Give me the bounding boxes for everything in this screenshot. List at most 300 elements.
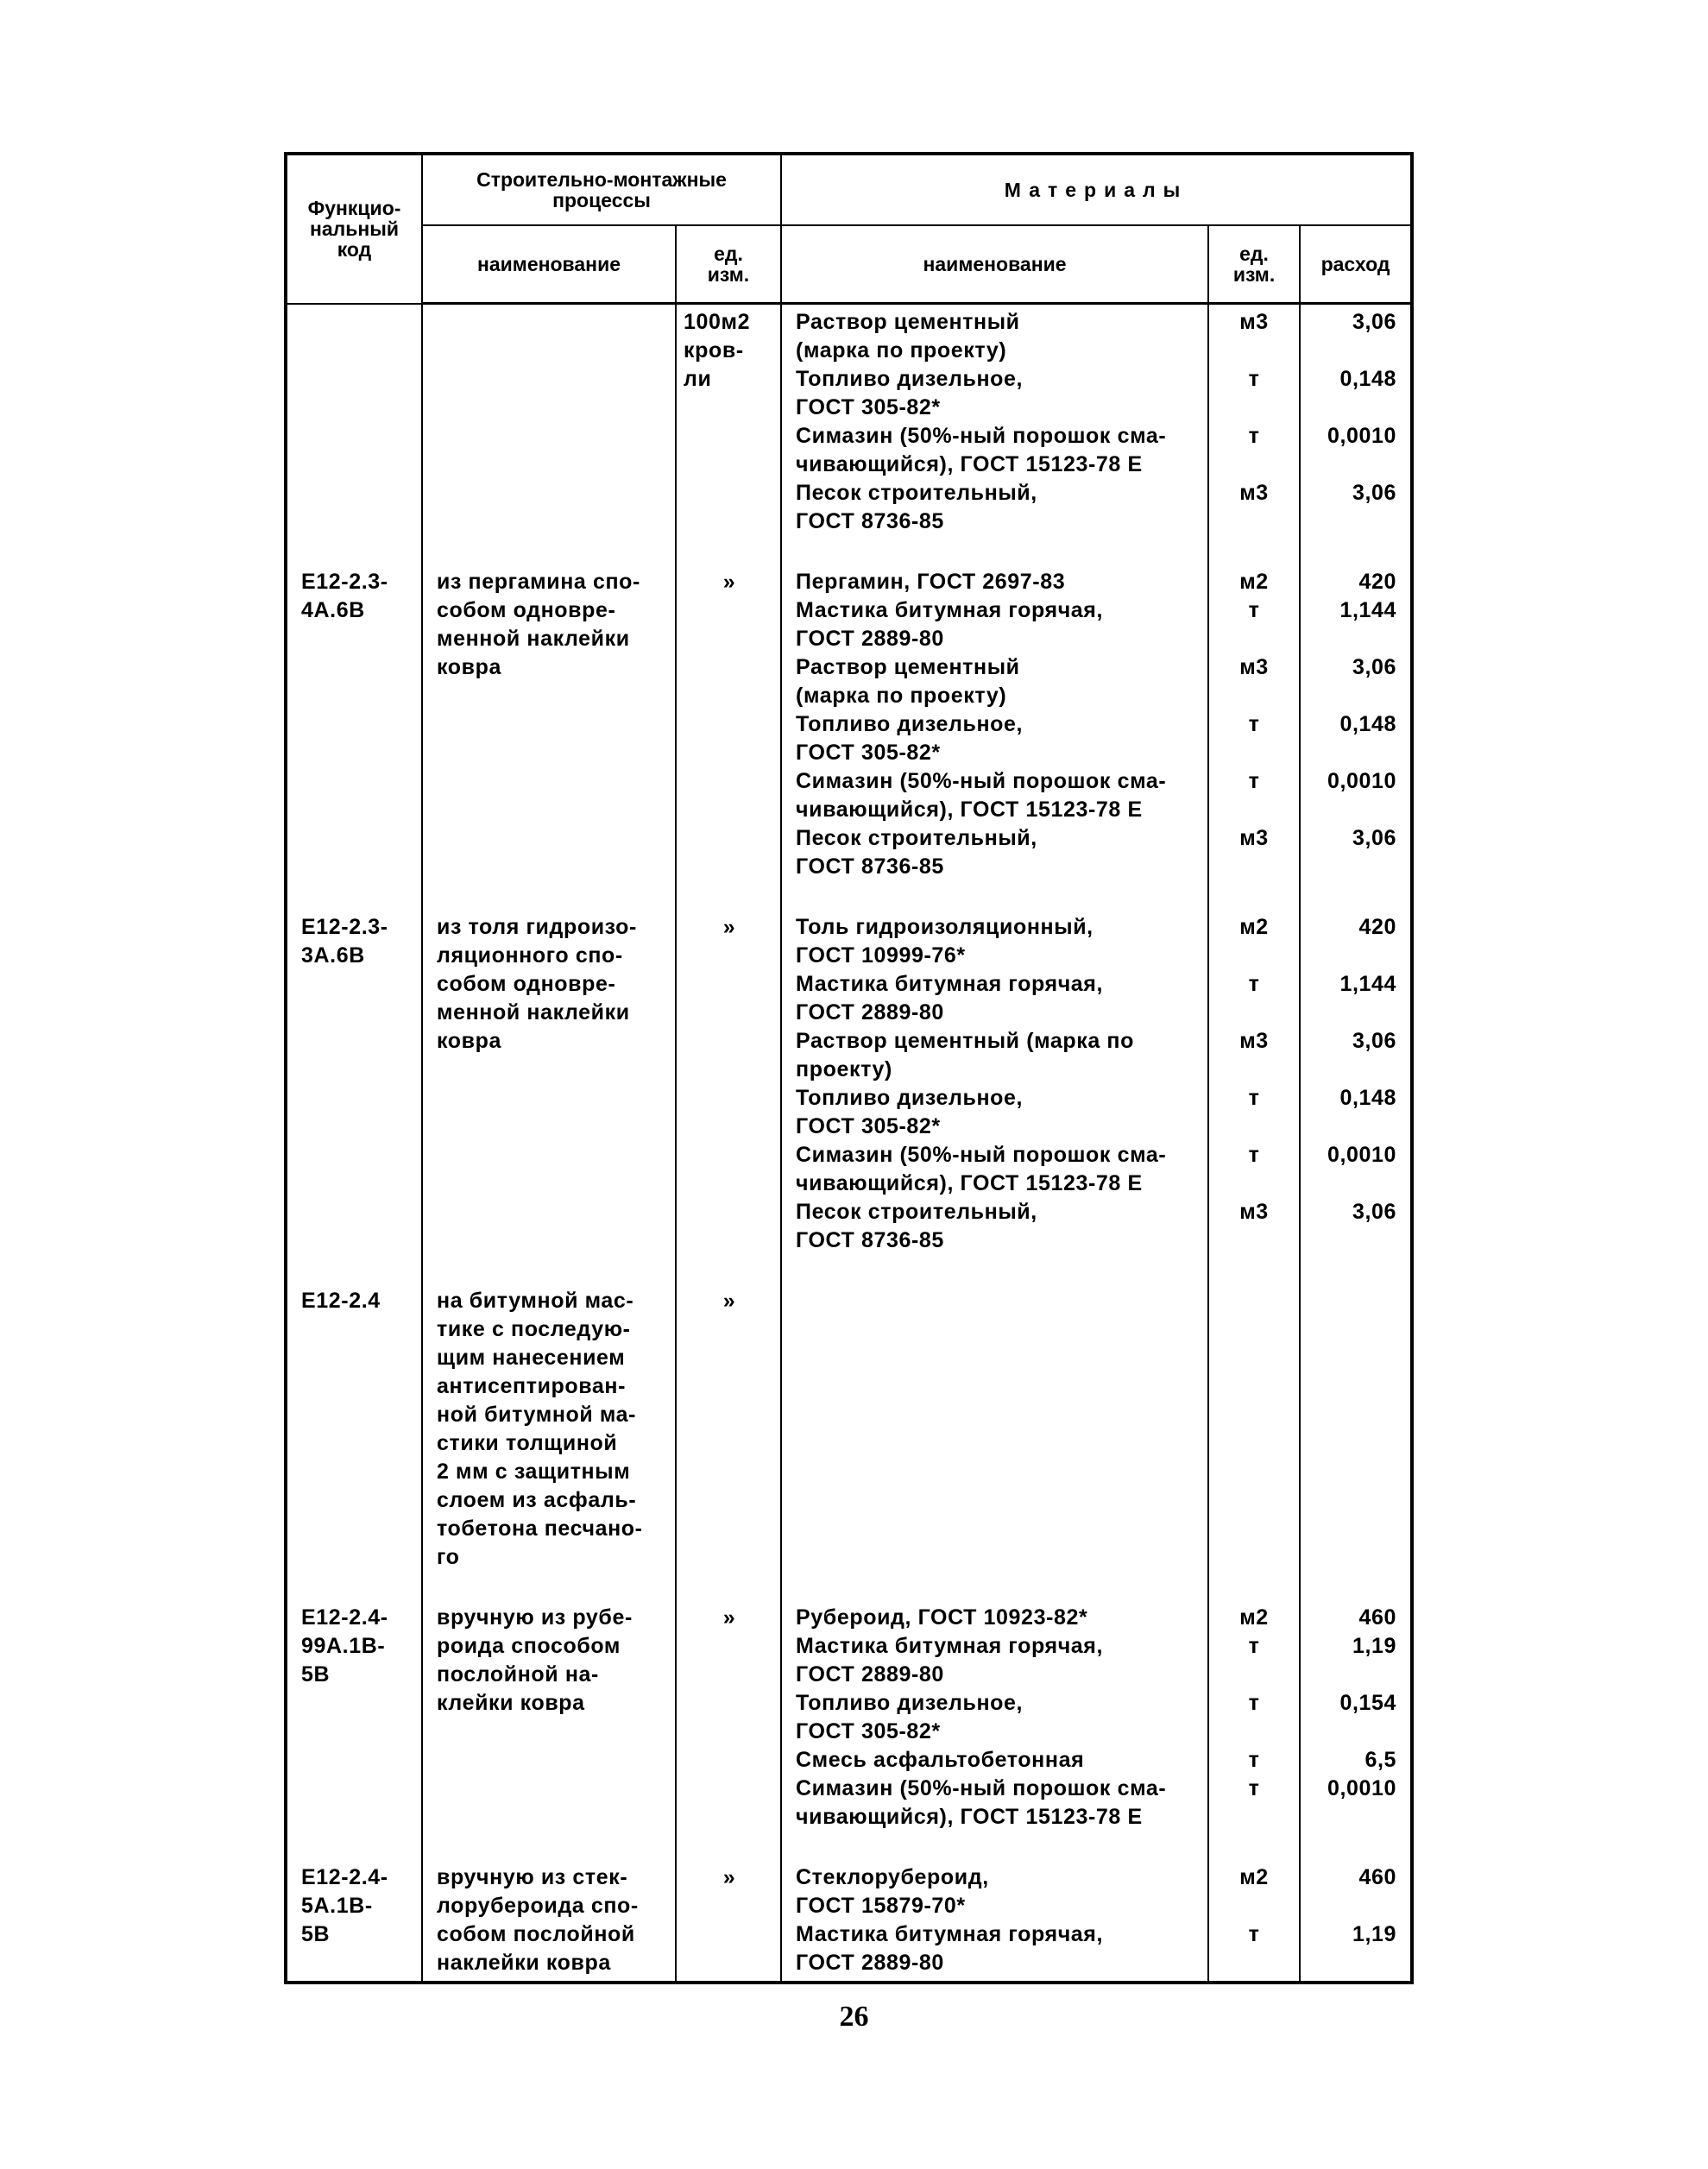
material-unit (1209, 422, 1299, 479)
material-unit-line (1209, 1892, 1299, 1920)
material-unit-cell (1208, 564, 1300, 910)
material-unit-line (1209, 508, 1299, 536)
material-unit (1209, 1604, 1299, 1632)
material-rate-line (1301, 1056, 1396, 1084)
material-rate (1301, 568, 1396, 596)
material-rate-line: 3,06 (1352, 826, 1397, 850)
material-name-line: проекту) (796, 1057, 892, 1081)
material-rate-line (1301, 796, 1396, 824)
functional-code-cell (286, 564, 422, 910)
material-rate-cell (1300, 1283, 1412, 1600)
material-name (796, 710, 1197, 767)
material-rate (1301, 365, 1396, 422)
process-unit-cell (676, 910, 781, 1283)
process-name-line: из толя гидроизо- (437, 915, 637, 939)
process-name-line: тике с последую- (437, 1317, 631, 1341)
material-unit (1209, 1198, 1299, 1255)
material-name-line: чивающийся), ГОСТ 15123-78 Е (796, 798, 1143, 822)
material-name (796, 1863, 1197, 1920)
material-unit-line (1209, 1170, 1299, 1198)
material-unit-line (1209, 1056, 1299, 1084)
process-name-line: вручную из рубе- (437, 1605, 633, 1630)
material-rate-line (1301, 1892, 1396, 1920)
material-unit-line: м3 (1239, 481, 1269, 505)
material-name (796, 913, 1197, 970)
process-name-line: собом одновре- (437, 598, 616, 622)
material-name-line: Толь гидроизоляционный, (796, 915, 1093, 939)
process-name-line: вручную из стек- (437, 1865, 628, 1889)
material-rate-line (1301, 1949, 1396, 1977)
material-rate-line: 0,148 (1339, 1086, 1397, 1110)
material-rate-line: 0,0010 (1327, 1776, 1397, 1800)
material-name-line: ГОСТ 305-82* (796, 741, 941, 765)
material-name (796, 653, 1197, 710)
material-name-line: Пергамин, ГОСТ 2697-83 (796, 570, 1066, 594)
material-name (796, 479, 1197, 536)
material-rate (1301, 1863, 1396, 1920)
material-name-line: Смесь асфальтобетонная (796, 1748, 1085, 1772)
table-body (286, 304, 1412, 1983)
process-name-line: послойной на- (437, 1662, 599, 1687)
material-name (796, 1141, 1197, 1198)
material-rate (1301, 653, 1396, 710)
material-name-line: Рубероид, ГОСТ 10923-82* (796, 1605, 1088, 1630)
material-unit-line (1209, 337, 1299, 365)
material-rate-line: 3,06 (1352, 1029, 1397, 1053)
header-process-unit-text: ед. изм. (707, 243, 750, 286)
material-unit (1209, 1027, 1299, 1084)
material-unit-cell (1208, 1600, 1300, 1860)
material-unit-line (1209, 1661, 1299, 1689)
material-name-line: ГОСТ 8736-85 (796, 1228, 944, 1252)
material-unit-line (1209, 942, 1299, 970)
material-unit-line (1209, 853, 1299, 881)
process-unit: » (722, 1289, 736, 1313)
material-rate-line: 460 (1358, 1605, 1397, 1630)
material-name-line: Песок строительный, (796, 826, 1037, 850)
material-name-line: ГОСТ 10999-76* (796, 943, 966, 968)
material-unit (1209, 479, 1299, 536)
process-name (437, 1863, 665, 1977)
material-rate-line (1301, 999, 1396, 1027)
material-rate-line (1301, 394, 1396, 422)
material-rate (1301, 1920, 1396, 1977)
material-rate-line (1301, 739, 1396, 767)
table-header (286, 154, 1412, 304)
functional-code: 3А.6В (301, 943, 365, 968)
material-unit-line: м3 (1239, 310, 1269, 334)
material-unit-cell (1208, 910, 1300, 1283)
material-unit-line (1209, 1803, 1299, 1832)
material-rate-line (1301, 1803, 1396, 1832)
process-name (437, 308, 665, 337)
material-unit-line: м2 (1239, 1865, 1269, 1889)
material-rate (1301, 913, 1396, 970)
material-unit-line (1209, 394, 1299, 422)
material-unit (1209, 1632, 1299, 1689)
process-name-line: на битумной мас- (437, 1289, 634, 1313)
material-name-line: ГОСТ 2889-80 (796, 1662, 944, 1687)
process-name-cell (422, 910, 676, 1283)
material-unit-line: т (1248, 367, 1260, 391)
process-unit: » (722, 570, 736, 594)
material-rate-line (1301, 1661, 1396, 1689)
process-name-line: собом одновре- (437, 972, 616, 996)
header-processes (422, 154, 781, 225)
material-unit-line: т (1248, 712, 1260, 736)
process-name-line: наклейки ковра (437, 1951, 611, 1975)
material-rate-line: 3,06 (1352, 655, 1397, 679)
process-unit: 100м2 (684, 310, 751, 334)
material-unit-cell (1208, 1860, 1300, 1983)
material-rate-cell (1300, 564, 1412, 910)
header-functional-code (286, 154, 422, 304)
process-name-cell (422, 1860, 676, 1983)
material-unit (1209, 710, 1299, 767)
material-name-line: Топливо дизельное, (796, 1086, 1024, 1110)
material-name-cell (781, 910, 1208, 1283)
material-rate-line (1301, 682, 1396, 710)
material-unit-line: м3 (1239, 655, 1269, 679)
header-process-unit (676, 225, 781, 304)
material-rate (1301, 1775, 1396, 1832)
material-name-line: Раствор цементный (марка по (796, 1029, 1134, 1053)
material-rate-line (1301, 337, 1396, 365)
material-name-line: ГОСТ 2889-80 (796, 1951, 944, 1975)
page-number: 26 (839, 2001, 869, 2033)
material-rate-line: 0,0010 (1327, 769, 1397, 793)
material-unit-line: т (1248, 1086, 1260, 1110)
material-unit (1209, 568, 1299, 596)
material-rate-line (1301, 942, 1396, 970)
material-name-cell (781, 1283, 1208, 1600)
material-unit (1209, 767, 1299, 824)
process-name-line: лорубероида спо- (437, 1894, 639, 1918)
process-name-line: клейки ковра (437, 1691, 585, 1715)
material-rate-cell (1300, 1860, 1412, 1983)
material-unit-line: т (1248, 424, 1260, 448)
functional-code: 5В (301, 1922, 331, 1946)
material-name-line: Топливо дизельное, (796, 712, 1024, 736)
material-unit (1209, 1863, 1299, 1920)
material-rate-line (1301, 1226, 1396, 1255)
table-row (286, 1283, 1412, 1600)
process-name-line: го (437, 1545, 460, 1569)
process-name-cell (422, 1283, 676, 1600)
material-unit-cell (1208, 304, 1300, 565)
material-name-line: Мастика битумная горячая, (796, 972, 1104, 996)
material-rate (1301, 1141, 1396, 1198)
material-name-cell (781, 1860, 1208, 1983)
header-process-name-text: наименование (476, 253, 621, 275)
material-name-line: ГОСТ 305-82* (796, 395, 941, 419)
material-unit (1209, 970, 1299, 1027)
material-name (796, 1632, 1197, 1689)
material-rate-line (1301, 1718, 1396, 1746)
functional-code (301, 308, 421, 337)
material-rate (1301, 824, 1396, 881)
material-rate-line (1301, 1170, 1396, 1198)
material-unit-line (1209, 739, 1299, 767)
process-name-line: антисептирован- (437, 1374, 627, 1398)
functional-code-cell (286, 304, 422, 565)
material-rate-line: 0,0010 (1327, 1143, 1397, 1167)
process-name-cell (422, 1600, 676, 1860)
material-name (796, 422, 1197, 479)
header-material-unit-text: ед. изм. (1232, 243, 1276, 286)
material-unit (1209, 308, 1299, 365)
process-unit: » (722, 915, 736, 939)
material-rate-line: 6,5 (1365, 1748, 1397, 1772)
material-name (796, 970, 1197, 1027)
header-materials (781, 154, 1412, 225)
process-unit-cell (676, 564, 781, 910)
material-name (796, 1689, 1197, 1746)
material-name-line: Симазин (50%-ный порошок сма- (796, 1143, 1167, 1167)
table-row (286, 564, 1412, 910)
material-rate-cell (1300, 1600, 1412, 1860)
material-rate-line: 3,06 (1352, 310, 1397, 334)
material-rate-line (1301, 451, 1396, 479)
header-material-rate-text: расход (1320, 253, 1390, 275)
process-name-line: тобетона песчано- (437, 1516, 643, 1541)
material-rate (1301, 1027, 1396, 1084)
material-name-cell (781, 1600, 1208, 1860)
material-name-cell (781, 564, 1208, 910)
header-functional-code-text: Функцио- нальный код (307, 197, 401, 262)
material-unit-line: т (1248, 769, 1260, 793)
process-name-line: ковра (437, 1029, 501, 1053)
material-name-line: Симазин (50%-ный порошок сма- (796, 424, 1167, 448)
material-rate-cell (1300, 910, 1412, 1283)
material-rate-line: 0,154 (1339, 1691, 1397, 1715)
process-name-line: стики толщиной (437, 1431, 618, 1455)
material-rate-line: 420 (1358, 570, 1397, 594)
material-unit-line: т (1248, 598, 1260, 622)
material-name (796, 1604, 1197, 1632)
material-rate-line (1301, 853, 1396, 881)
material-unit-line: м3 (1239, 826, 1269, 850)
functional-code: Е12-2.3- (301, 570, 388, 594)
header-material-rate (1300, 225, 1412, 304)
material-unit (1209, 1141, 1299, 1198)
material-name (796, 767, 1197, 824)
process-name-line: менной наклейки (437, 1000, 630, 1025)
material-unit-line: м2 (1239, 570, 1269, 594)
material-rate-line: 3,06 (1352, 481, 1397, 505)
material-name-line: (марка по проекту) (796, 338, 1007, 363)
material-name-line: ГОСТ 2889-80 (796, 627, 944, 651)
material-name-line: чивающийся), ГОСТ 15123-78 Е (796, 1171, 1143, 1195)
material-name-line: Мастика битумная горячая, (796, 598, 1104, 622)
material-name (796, 1198, 1197, 1255)
material-rate (1301, 710, 1396, 767)
material-rate (1301, 596, 1396, 653)
material-name-line: Топливо дизельное, (796, 367, 1024, 391)
material-unit-line: т (1248, 1776, 1260, 1800)
material-unit-line (1209, 1718, 1299, 1746)
material-rate (1301, 479, 1396, 536)
material-unit-line: т (1248, 1922, 1260, 1946)
material-unit (1209, 1746, 1299, 1775)
process-name-line: ной битумной ма- (437, 1403, 637, 1427)
process-name-line: 2 мм с защитным (437, 1460, 631, 1484)
material-name (796, 1920, 1197, 1977)
material-name (796, 824, 1197, 881)
material-unit-line: т (1248, 1634, 1260, 1658)
material-rate (1301, 422, 1396, 479)
material-rate (1301, 970, 1396, 1027)
material-name-line: Стеклорубероид, (796, 1865, 989, 1889)
material-unit-line (1209, 1226, 1299, 1255)
functional-code-cell (286, 1860, 422, 1983)
functional-code: 99А.1В- (301, 1634, 386, 1658)
material-rate-line: 0,148 (1339, 712, 1397, 736)
material-rate (1301, 1084, 1396, 1141)
material-rate-line: 3,06 (1352, 1200, 1397, 1224)
material-unit-line: т (1248, 1143, 1260, 1167)
material-name (796, 1084, 1197, 1141)
material-name-line: Раствор цементный (796, 655, 1020, 679)
table-row (286, 1860, 1412, 1983)
material-rate (1301, 1689, 1396, 1746)
material-unit-line: т (1248, 1748, 1260, 1772)
material-name-line: ГОСТ 8736-85 (796, 854, 944, 879)
material-rate (1301, 308, 1396, 365)
functional-code-cell (286, 1283, 422, 1600)
functional-code: 5В (301, 1662, 331, 1687)
material-name (796, 1027, 1197, 1084)
process-name (437, 568, 665, 682)
material-rate-line: 0,148 (1339, 367, 1397, 391)
material-rate-line: 0,0010 (1327, 424, 1397, 448)
material-name-line: (марка по проекту) (796, 684, 1007, 708)
material-name-line: Мастика битумная горячая, (796, 1922, 1104, 1946)
process-unit: » (722, 1865, 736, 1889)
material-unit (1209, 1084, 1299, 1141)
process-unit: » (722, 1605, 736, 1630)
process-name-line: слоем из асфаль- (437, 1488, 637, 1512)
material-name-line: Симазин (50%-ный порошок сма- (796, 1776, 1167, 1800)
material-name-line: чивающийся), ГОСТ 15123-78 Е (796, 452, 1143, 476)
material-name-line: Топливо дизельное, (796, 1691, 1024, 1715)
material-name-line: ГОСТ 8736-85 (796, 509, 944, 533)
material-rate-line (1301, 508, 1396, 536)
material-name-line: Раствор цементный (796, 310, 1020, 334)
process-name-line: из пергамина спо- (437, 570, 640, 594)
material-name-line: ГОСТ 305-82* (796, 1719, 941, 1743)
material-name-cell (781, 304, 1208, 565)
process-name-line (437, 308, 665, 337)
process-unit-cell (676, 1600, 781, 1860)
material-unit (1209, 1689, 1299, 1746)
material-name (796, 308, 1197, 365)
table-row (286, 1600, 1412, 1860)
process-name-line: роида способом (437, 1634, 621, 1658)
process-name (437, 1604, 665, 1718)
process-name-cell (422, 304, 676, 565)
material-rate-line: 1,19 (1352, 1634, 1397, 1658)
process-unit-cell (676, 1860, 781, 1983)
material-rate-cell (1300, 304, 1412, 565)
material-unit (1209, 1920, 1299, 1977)
material-unit-line: т (1248, 972, 1260, 996)
material-unit-line: м2 (1239, 915, 1269, 939)
material-unit-line: м3 (1239, 1029, 1269, 1053)
table-row (286, 910, 1412, 1283)
material-name (796, 1746, 1197, 1775)
process-name-cell (422, 564, 676, 910)
material-name (796, 1775, 1197, 1832)
material-rate-line (1301, 625, 1396, 653)
material-unit-line (1209, 1949, 1299, 1977)
material-name (796, 365, 1197, 422)
process-unit-cell (676, 1283, 781, 1600)
functional-code: 4А.6В (301, 598, 365, 622)
material-name-line: ГОСТ 15879-70* (796, 1894, 966, 1918)
process-unit-cell (676, 304, 781, 565)
header-material-name (781, 225, 1208, 304)
process-name (437, 1287, 665, 1572)
material-rate (1301, 767, 1396, 824)
process-name-line: ковра (437, 655, 501, 679)
material-unit-line: т (1248, 1691, 1260, 1715)
process-name-line: собом послойной (437, 1922, 635, 1946)
material-unit (1209, 596, 1299, 653)
material-unit-line (1209, 999, 1299, 1027)
material-unit-line (1209, 625, 1299, 653)
material-unit (1209, 913, 1299, 970)
material-name-line: ГОСТ 2889-80 (796, 1000, 944, 1025)
materials-table (284, 152, 1414, 1984)
functional-code-cell (286, 1600, 422, 1860)
material-name-line: Симазин (50%-ный порошок сма- (796, 769, 1167, 793)
material-rate-line (1301, 1113, 1396, 1141)
material-name-line: Мастика битумная горячая, (796, 1634, 1104, 1658)
material-unit (1209, 824, 1299, 881)
table-row (286, 304, 1412, 565)
process-unit: кров- (684, 338, 744, 363)
material-unit-line: м2 (1239, 1605, 1269, 1630)
material-name-line: ГОСТ 305-82* (796, 1114, 941, 1138)
material-unit-cell (1208, 1283, 1300, 1600)
functional-code: 5А.1В- (301, 1894, 373, 1918)
functional-code: Е12-2.4- (301, 1605, 388, 1630)
header-materials-text: Материалы (1004, 179, 1188, 201)
material-unit-line: м3 (1239, 1200, 1269, 1224)
functional-code: Е12-2.3- (301, 915, 388, 939)
process-name-line: щим нанесением (437, 1346, 626, 1370)
functional-code-cell (286, 910, 422, 1283)
material-unit (1209, 653, 1299, 710)
process-name (437, 913, 665, 1056)
material-rate-line: 1,19 (1352, 1922, 1397, 1946)
material-unit-line (1209, 796, 1299, 824)
material-unit (1209, 365, 1299, 422)
material-rate-line: 1,144 (1339, 972, 1397, 996)
header-process-name (422, 225, 676, 304)
material-unit-line (1209, 1113, 1299, 1141)
material-name-line: Песок строительный, (796, 481, 1037, 505)
material-rate (1301, 1198, 1396, 1255)
material-rate (1301, 1604, 1396, 1632)
functional-code: Е12-2.4- (301, 1865, 388, 1889)
material-unit-line (1209, 682, 1299, 710)
header-processes-text: Строительно-монтажные процессы (476, 168, 727, 211)
material-rate-line: 1,144 (1339, 598, 1397, 622)
material-name (796, 568, 1197, 596)
functional-code: Е12-2.4 (301, 1289, 381, 1313)
